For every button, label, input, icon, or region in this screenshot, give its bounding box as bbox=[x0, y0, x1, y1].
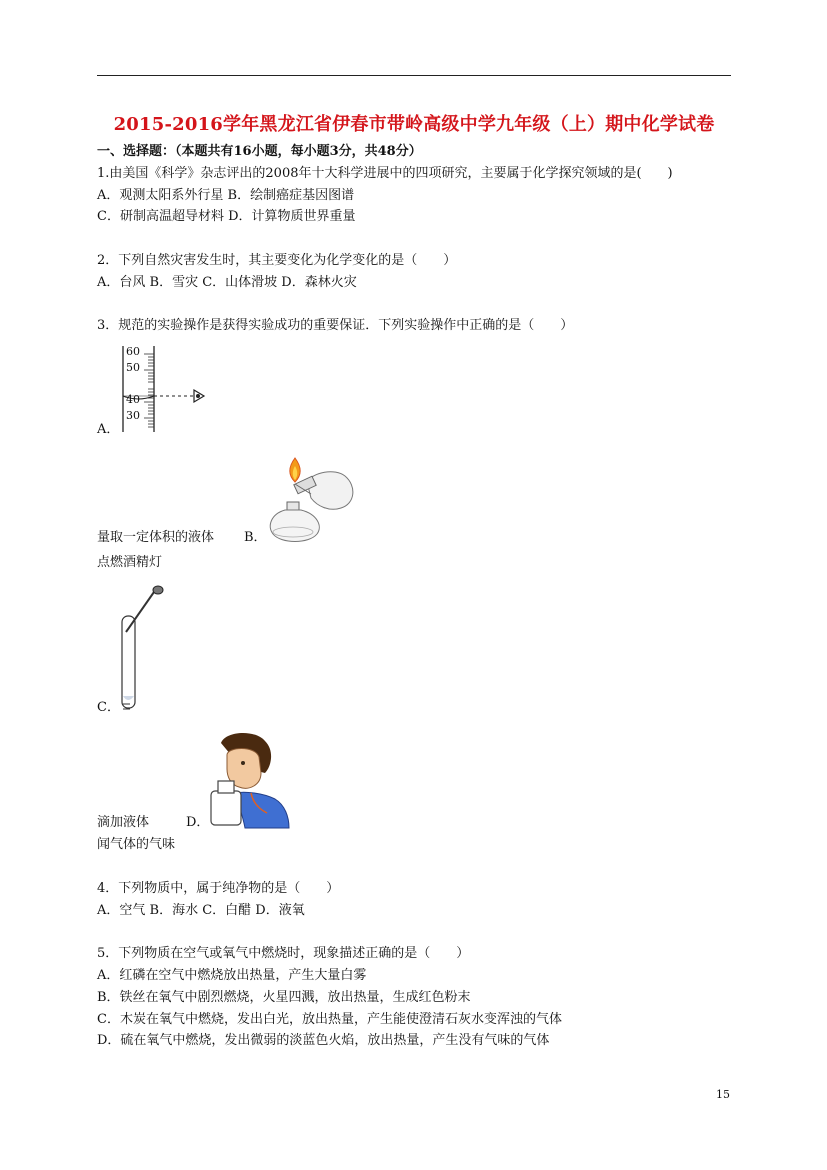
question-3-stem: 3．规范的实验操作是获得实验成功的重要保证．下列实验操作中正确的是（ ） bbox=[97, 318, 574, 333]
question-1-stem: 1.由美国《科学》杂志评出的2008年十大科学进展中的四项研究，主要属于化学探究领域的是( ) bbox=[97, 166, 673, 181]
question-3-option-d-label: D． bbox=[186, 815, 210, 830]
page-number: 15 bbox=[716, 1088, 730, 1101]
header-rule bbox=[97, 75, 731, 76]
section-heading: 一、选择题：（本题共有16小题，每小题3分，共48分） bbox=[97, 144, 422, 159]
question-3-caption-b: 点燃酒精灯 bbox=[97, 555, 163, 570]
question-4-options: A．空气 B．海水 C．白醋 D．液氧 bbox=[97, 903, 305, 918]
question-5-option-b: B．铁丝在氧气中剧烈燃烧，火星四溅，放出热量，生成红色粉末 bbox=[97, 990, 471, 1005]
question-3-option-c-label: C． bbox=[97, 700, 120, 715]
cylinder-tick-30: 30 bbox=[126, 409, 140, 422]
question-2-stem: 2．下列自然灾害发生时，其主要变化为化学变化的是（ ） bbox=[97, 253, 457, 268]
question-3-option-a-label: A． bbox=[97, 422, 120, 437]
question-3-option-b-label: B． bbox=[244, 530, 267, 545]
exam-title: 2015-2016学年黑龙江省伊春市带岭高级中学九年级（上）期中化学试卷 bbox=[113, 114, 715, 135]
cylinder-tick-60: 60 bbox=[126, 345, 140, 358]
question-4-stem: 4．下列物质中，属于纯净物的是（ ） bbox=[97, 881, 340, 896]
question-3-caption-c: 滴加液体 bbox=[97, 815, 150, 830]
question-3-caption-a: 量取一定体积的液体 bbox=[97, 530, 215, 545]
question-5-option-c: C．木炭在氧气中燃烧，发出白光，放出热量，产生能使澄清石灰水变浑浊的气体 bbox=[97, 1012, 562, 1027]
question-5-option-d: D．硫在氧气中燃烧，发出微弱的淡蓝色火焰，放出热量，产生没有气味的气体 bbox=[97, 1033, 550, 1048]
question-3-caption-d: 闻气体的气味 bbox=[97, 837, 176, 852]
dropper-test-tube-illustration bbox=[112, 586, 172, 716]
alcohol-lamp-illustration bbox=[265, 454, 365, 550]
cylinder-tick-50: 50 bbox=[126, 361, 140, 374]
question-5-stem: 5．下列物质在空气或氧气中燃烧时，现象描述正确的是（ ） bbox=[97, 946, 470, 961]
question-1-options-ab: A．观测太阳系外行星 B．绘制癌症基因图谱 bbox=[97, 188, 355, 203]
question-1-options-cd: C．研制高温超导材料 D．计算物质世界重量 bbox=[97, 209, 356, 224]
smelling-gas-illustration bbox=[205, 733, 290, 828]
question-2-options: A．台风 B．雪灾 C．山体滑坡 D．森林火灾 bbox=[97, 275, 357, 290]
question-5-option-a: A．红磷在空气中燃烧放出热量，产生大量白雾 bbox=[97, 968, 367, 983]
cylinder-tick-40: 40 bbox=[126, 393, 140, 406]
